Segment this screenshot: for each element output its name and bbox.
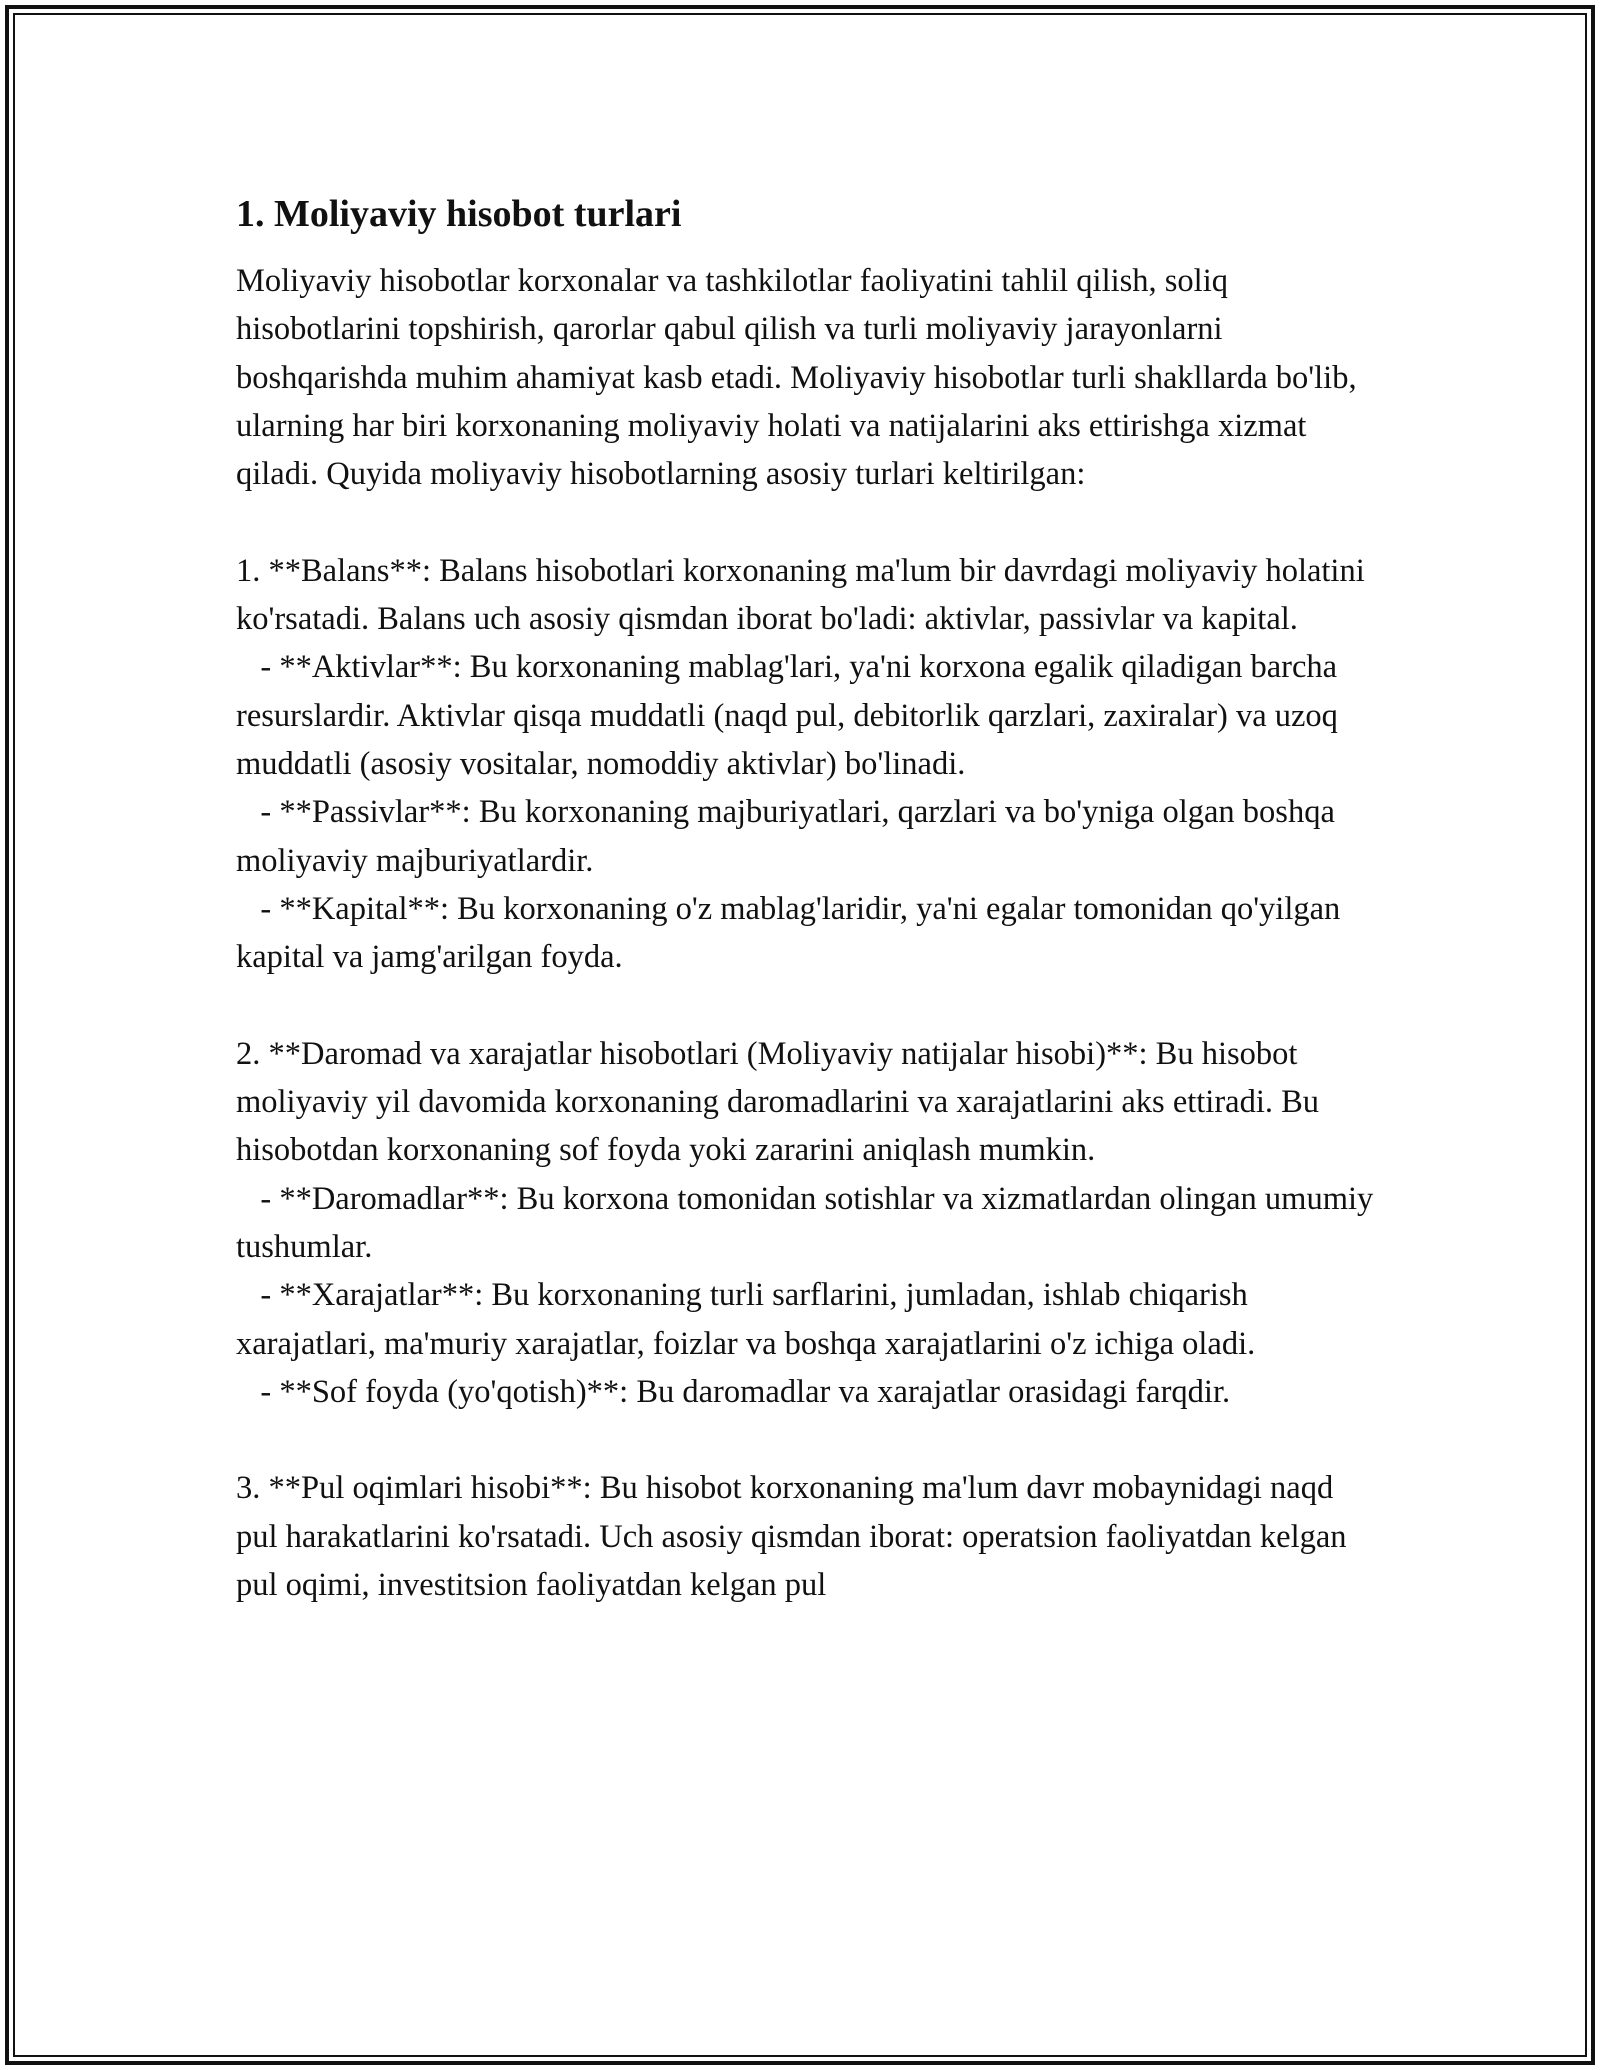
paragraph-spacer [236,1416,1376,1464]
paragraph-spacer [236,498,1376,546]
intro-paragraph: Moliyaviy hisobotlar korxonalar va tashkilotlar faoliyatini tahlil qilish, soliq hisobotlarini topshirish, qarorlar qabul qilish va turli moliyaviy jarayonlarni boshqarishda muhim ahamiyat kasb etadi. Moliyaviy hisobotlar turli shakllarda bo'lib, ularning har biri korxonaning moliyaviy holati va natijalarini aks ettirishga xizmat qiladi. Quyida moliyaviy hisobotlarning asosiy turlari keltirilgan: [236,263,1365,493]
document-body [236,186,1382,1609]
section-heading: 1. Moliyaviy hisobot turlari [236,193,682,235]
expenses-item: - **Xarajatlar**: Bu korxonaning turli sarflarini, jumladan, ishlab chiqarish xarajatlari, ma'muriy xarajatlar, foizlar va boshqa xarajatlarini o'z ichiga oladi. [236,1277,1256,1362]
capital-item: - **Kapital**: Bu korxonaning o'z mablag'laridir, ya'ni egalar tomonidan qo'yilgan kapital va jamg'arilgan foyda. [236,890,1349,976]
liabilities-item: - **Passivlar**: Bu korxonaning majburiyatlari, qarzlari va bo'yniga olgan boshqa moliyaviy majburiyatlardir. [236,794,1343,879]
assets-item: - **Aktivlar**: Bu korxonaning mablag'lari, ya'ni korxona egalik qiladigan barcha resurslardir. Aktivlar qisqa muddatli (naqd pul, debitorlik qarzlari, zaxiralar) va uzoq muddatli (asosiy vositalar, nomoddiy aktivlar) bo'linadi. [236,649,1347,782]
cash-flow-paragraph: 3. **Pul oqimlari hisobi**: Bu hisobot korxonaning ma'lum davr mobaynidagi naqd pul harakatlarini ko'rsatadi. Uch asosiy qismdan iborat: operatsion faoliyatdan kelgan pul oqimi, investitsion faoliyatdan kelgan pul [236,1470,1355,1604]
revenue-item: - **Daromadlar**: Bu korxona tomonidan sotishlar va xizmatlardan olingan umumiy tushumlar. [236,1180,1382,1265]
net-profit-item: - **Sof foyda (yo'qotish)**: Bu daromadlar va xarajatlar orasidagi farqdir. [236,1373,1231,1410]
paragraph-spacer [236,981,1376,1029]
balance-paragraph: 1. **Balans**: Balans hisobotlari korxonaning ma'lum bir davrdagi moliyaviy holatini ko'rsatadi. Balans uch asosiy qismdan iborat bo'ladi: aktivlar, passivlar va kapital. [236,552,1373,638]
income-statement-paragraph: 2. **Daromad va xarajatlar hisobotlari (Moliyaviy natijalar hisobi)**: Bu hisobot moliyaviy yil davomida korxonaning daromadlarini va xarajatlarini aks ettiradi. Bu hisobotdan korxonaning sof foyda yoki zararini aniqlash mumkin. [236,1035,1328,1169]
